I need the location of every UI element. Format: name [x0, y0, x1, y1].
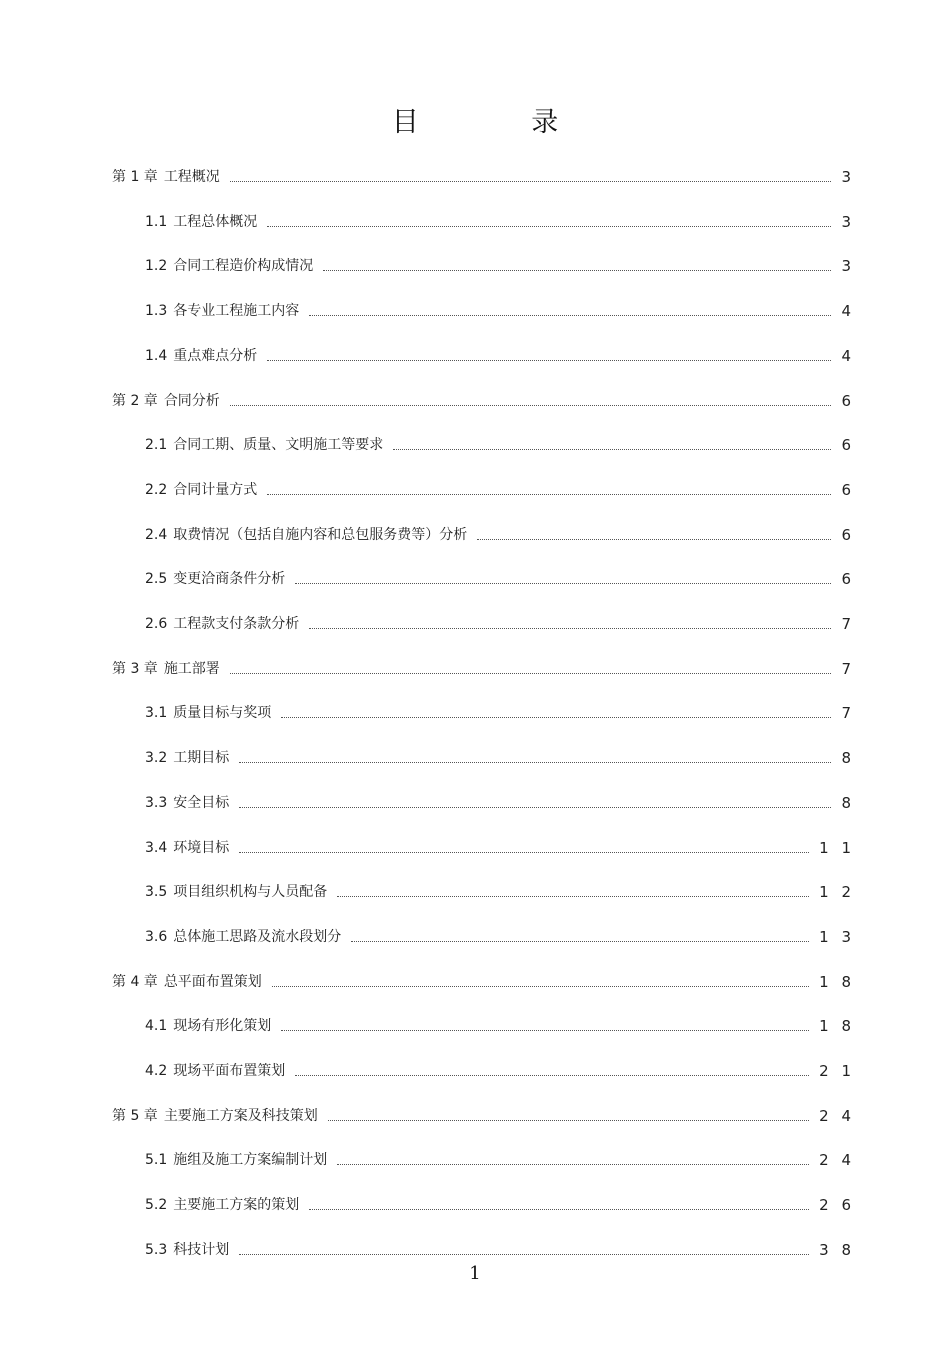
entry-page-number: 2 4	[819, 1106, 855, 1125]
dot-leader	[239, 851, 809, 853]
entry-number: 3.3	[145, 794, 168, 811]
toc-section-entry[interactable]	[0, 207, 950, 231]
entry-number: 第 2 章	[112, 392, 158, 409]
entry-number: 5.2	[145, 1197, 168, 1214]
toc-section-entry[interactable]	[0, 698, 950, 722]
toc-section-entry[interactable]	[0, 475, 950, 499]
toc-section-entry[interactable]	[0, 1145, 950, 1169]
dot-leader	[230, 672, 832, 674]
entry-page-number: 1 1	[819, 838, 855, 857]
entry-page-number: 6	[841, 480, 855, 499]
toc-section-entry[interactable]	[0, 1235, 950, 1259]
entry-number: 3.5	[145, 884, 168, 901]
entry-number: 第 4 章	[112, 973, 158, 990]
entry-title: 合同工程造价构成情况	[173, 258, 314, 275]
entry-page-number: 1 8	[819, 1017, 855, 1036]
entry-number: 3.1	[145, 705, 168, 722]
entry-number: 2.6	[145, 616, 168, 632]
entry-title: 工程款支付条款分析	[173, 616, 300, 632]
entry-page-number: 7	[841, 615, 855, 633]
entry-title: 工期目标	[173, 750, 230, 767]
entry-number: 5.1	[145, 1152, 168, 1169]
dot-leader	[267, 225, 831, 227]
entry-number: 1.3	[145, 303, 168, 320]
entry-page-number: 6	[841, 391, 855, 410]
entry-page-number: 2 6	[819, 1196, 855, 1215]
entry-page-number: 3	[841, 212, 855, 231]
entry-page-number: 7	[841, 659, 855, 678]
entry-title: 合同分析	[163, 392, 220, 409]
dot-leader	[272, 985, 809, 987]
entry-page-number: 3	[841, 257, 855, 276]
toc-section-entry[interactable]	[0, 251, 950, 275]
entry-title: 现场平面布置策划	[173, 1063, 286, 1079]
entry-title: 施组及施工方案编制计划	[173, 1152, 328, 1169]
entry-page-number: 6	[841, 570, 855, 589]
entry-title: 总平面布置策划	[163, 973, 262, 990]
entry-number: 第 3 章	[112, 660, 158, 677]
dot-leader	[239, 761, 831, 763]
entry-page-number: 6	[841, 436, 855, 455]
toc-section-entry[interactable]	[0, 788, 950, 812]
entry-title: 项目组织机构与人员配备	[173, 884, 328, 901]
toc-section-entry[interactable]	[0, 743, 950, 767]
entry-page-number: 8	[841, 793, 855, 812]
toc-section-entry[interactable]	[0, 1011, 950, 1035]
page-number: 1	[469, 1263, 481, 1284]
entry-page-number: 1 3	[819, 927, 855, 946]
dot-leader	[267, 359, 831, 361]
entry-page-number: 2 1	[819, 1062, 855, 1080]
entry-number: 2.5	[145, 571, 168, 588]
dot-leader	[230, 180, 832, 182]
entry-page-number: 7	[841, 704, 855, 723]
toc-chapter-entry[interactable]	[0, 162, 950, 186]
entry-title: 工程总体概况	[173, 213, 258, 230]
toc-section-entry[interactable]	[0, 833, 950, 857]
toc-section-entry[interactable]	[0, 430, 950, 454]
entry-number: 3.6	[145, 928, 168, 945]
entry-page-number: 1 8	[819, 972, 855, 991]
entry-title: 主要施工方案的策划	[173, 1197, 300, 1214]
toc-section-entry[interactable]	[0, 922, 950, 946]
entry-page-number: 6	[841, 525, 855, 544]
entry-title: 主要施工方案及科技策划	[163, 1107, 318, 1124]
entry-title: 环境目标	[173, 839, 230, 856]
entry-title: 现场有形化策划	[173, 1018, 272, 1035]
entry-title: 科技计划	[173, 1241, 230, 1258]
entry-number: 第 5 章	[112, 1107, 158, 1124]
dot-leader	[281, 716, 831, 718]
entry-title: 重点难点分析	[173, 347, 258, 364]
entry-number: 3.2	[145, 750, 168, 767]
entry-page-number: 3 8	[819, 1240, 855, 1259]
entry-title: 质量目标与奖项	[173, 705, 272, 722]
toc-section-entry[interactable]	[0, 1056, 950, 1080]
entry-number: 第 1 章	[112, 169, 158, 185]
toc-chapter-entry[interactable]	[0, 967, 950, 991]
entry-page-number: 2 4	[819, 1151, 855, 1170]
entry-number: 2.4	[145, 526, 168, 543]
dot-leader	[239, 1253, 809, 1255]
toc-section-entry[interactable]	[0, 520, 950, 544]
dot-leader	[337, 895, 809, 897]
toc-section-entry[interactable]	[0, 609, 950, 633]
toc-section-entry[interactable]	[0, 341, 950, 365]
entry-number: 4.2	[145, 1063, 168, 1079]
dot-leader	[323, 269, 831, 271]
dot-leader	[337, 1163, 809, 1165]
entry-number: 2.1	[145, 437, 168, 454]
entry-title: 总体施工思路及流水段划分	[173, 928, 342, 945]
entry-number: 5.3	[145, 1241, 168, 1258]
entry-title: 工程概况	[163, 169, 220, 185]
dot-leader	[239, 806, 831, 808]
entry-title: 安全目标	[173, 794, 230, 811]
dot-leader	[309, 314, 831, 316]
dot-leader	[295, 582, 831, 584]
toc-chapter-entry[interactable]	[0, 386, 950, 410]
entry-number: 1.4	[145, 347, 168, 364]
entry-page-number: 8	[841, 749, 855, 768]
entry-page-number: 4	[841, 346, 855, 365]
entry-number: 3.4	[145, 839, 168, 856]
entry-title: 取费情况（包括自施内容和总包服务费等）分析	[173, 526, 468, 543]
dot-leader	[477, 538, 831, 540]
entry-page-number: 4	[841, 302, 855, 321]
entry-number: 4.1	[145, 1018, 168, 1035]
toc-section-entry[interactable]	[0, 1190, 950, 1214]
entry-number: 2.2	[145, 481, 168, 498]
dot-leader	[230, 404, 832, 406]
toc-section-entry[interactable]	[0, 564, 950, 588]
entry-title: 施工部署	[163, 660, 220, 677]
dot-leader	[393, 448, 831, 450]
toc-title: 目 录	[391, 107, 611, 138]
entry-title: 变更洽商条件分析	[173, 571, 286, 588]
toc-chapter-entry[interactable]	[0, 654, 950, 678]
dot-leader	[351, 940, 809, 942]
entry-page-number: 1 2	[819, 883, 855, 902]
dot-leader	[328, 1119, 809, 1121]
toc-chapter-entry[interactable]	[0, 1101, 950, 1125]
entry-title: 合同计量方式	[173, 481, 258, 498]
dot-leader	[295, 1074, 809, 1076]
entry-number: 1.1	[145, 213, 168, 230]
dot-leader	[309, 1208, 809, 1210]
toc-section-entry[interactable]	[0, 877, 950, 901]
dot-leader	[309, 627, 831, 629]
dot-leader	[281, 1029, 809, 1031]
dot-leader	[267, 493, 831, 495]
entry-title: 合同工期、质量、文明施工等要求	[173, 437, 384, 454]
toc-section-entry[interactable]	[0, 296, 950, 320]
entry-title: 各专业工程施工内容	[173, 303, 300, 320]
entry-number: 1.2	[145, 258, 168, 275]
entry-page-number: 3	[841, 168, 855, 186]
